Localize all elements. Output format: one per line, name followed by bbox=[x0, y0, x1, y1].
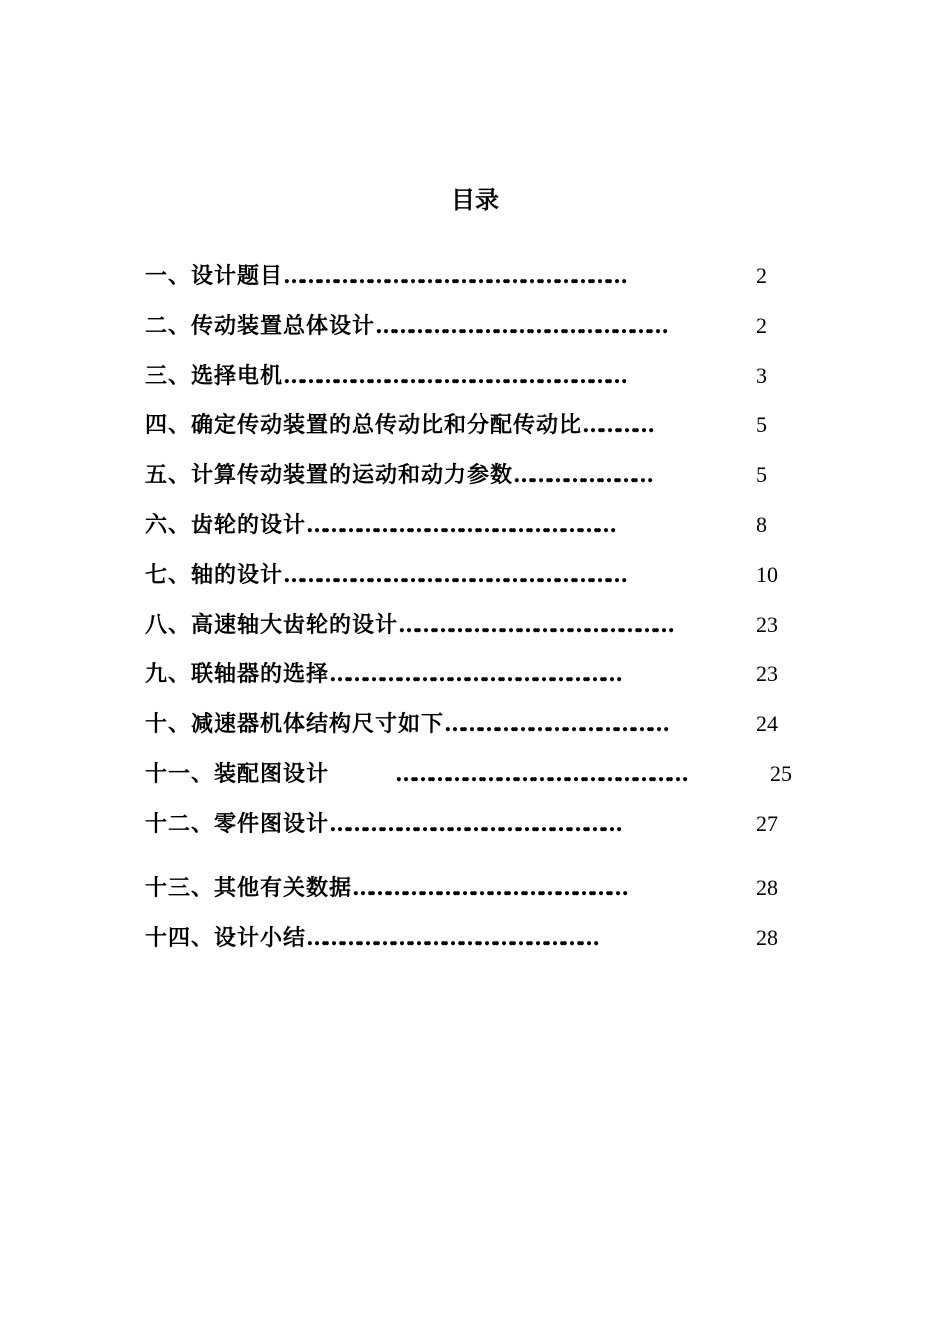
toc-entry-label: 十三、其他有关数据 bbox=[145, 876, 353, 901]
toc-page-number: 28 bbox=[756, 875, 778, 900]
toc-page-number: 28 bbox=[756, 925, 778, 950]
toc-title: 目录 bbox=[451, 185, 499, 214]
toc-entry[interactable] bbox=[145, 921, 595, 955]
toc-entry[interactable] bbox=[145, 359, 623, 393]
toc-entry[interactable] bbox=[145, 807, 618, 841]
toc-entry-label: 五、计算传动装置的运动和动力参数 bbox=[145, 463, 514, 488]
toc-entry-label: 十四、设计小结 bbox=[145, 926, 307, 951]
toc-page-number: 23 bbox=[756, 612, 778, 637]
toc-entry-label: 七、轴的设计 bbox=[145, 563, 284, 588]
toc-page-number: 2 bbox=[756, 313, 767, 338]
toc-entry[interactable] bbox=[145, 608, 670, 642]
toc-leader-dots: …………………… bbox=[513, 462, 650, 488]
toc-entry-label: 二、传动装置总体设计 bbox=[145, 314, 376, 339]
toc-leader-dots: …………………………………………… bbox=[329, 811, 619, 837]
toc-leader-dots: ………………………………… bbox=[444, 711, 666, 737]
toc-leader-dots: …………………………………………………… bbox=[283, 263, 624, 289]
toc-leader-dots: ………………………………………… bbox=[352, 875, 625, 901]
toc-entry[interactable] bbox=[145, 259, 623, 293]
toc-entry[interactable] bbox=[145, 657, 618, 691]
toc-entry[interactable] bbox=[145, 757, 684, 791]
toc-leader-dots: …………………………………………… bbox=[306, 925, 596, 951]
toc-entry[interactable] bbox=[145, 458, 649, 492]
toc-page-number: 2 bbox=[756, 263, 767, 288]
toc-leader-dots: ………………………………………… bbox=[398, 612, 671, 638]
toc-entry[interactable] bbox=[145, 408, 650, 442]
toc-page-number: 3 bbox=[756, 363, 767, 388]
toc-page-number: 5 bbox=[756, 412, 767, 437]
toc-entry-label: 九、联轴器的选择 bbox=[145, 662, 330, 687]
toc-entry[interactable] bbox=[145, 309, 664, 343]
toc-entry-label: 六、齿轮的设计 bbox=[145, 513, 307, 538]
toc-leader-dots: …………………………………………… bbox=[395, 761, 685, 787]
toc-entry[interactable] bbox=[145, 508, 612, 542]
toc-page-number: 24 bbox=[756, 711, 778, 736]
toc-page-number: 23 bbox=[756, 661, 778, 686]
toc-leader-dots: …………………………………………………… bbox=[283, 562, 624, 588]
toc-entry-label: 十二、零件图设计 bbox=[145, 812, 330, 837]
toc-entry-label: 四、确定传动装置的总传动比和分配传动比 bbox=[145, 413, 583, 438]
toc-leader-dots: …………………………………………… bbox=[329, 661, 619, 687]
toc-leader-dots: ……………………………………………… bbox=[306, 512, 613, 538]
toc-page-number: 5 bbox=[756, 462, 767, 487]
toc-entry-label: 十、减速器机体结构尺寸如下 bbox=[145, 712, 445, 737]
toc-entry-label: 三、选择电机 bbox=[145, 364, 284, 389]
toc-entry-label: 八、高速轴大齿轮的设计 bbox=[145, 613, 399, 638]
toc-page-number: 25 bbox=[770, 761, 792, 786]
toc-page-number: 8 bbox=[756, 512, 767, 537]
toc-entry[interactable] bbox=[145, 871, 624, 905]
toc-page-number: 27 bbox=[756, 811, 778, 836]
toc-leader-dots: ………… bbox=[582, 412, 651, 438]
toc-entry[interactable] bbox=[145, 707, 665, 741]
toc-page-number: 10 bbox=[756, 562, 778, 587]
toc-leader-dots: …………………………………………… bbox=[375, 313, 665, 339]
toc-entry[interactable] bbox=[145, 558, 623, 592]
toc-entry-label: 十一、装配图设计 bbox=[145, 762, 330, 787]
toc-leader-dots: …………………………………………………… bbox=[283, 363, 624, 389]
toc-entry-label: 一、设计题目 bbox=[145, 264, 284, 289]
